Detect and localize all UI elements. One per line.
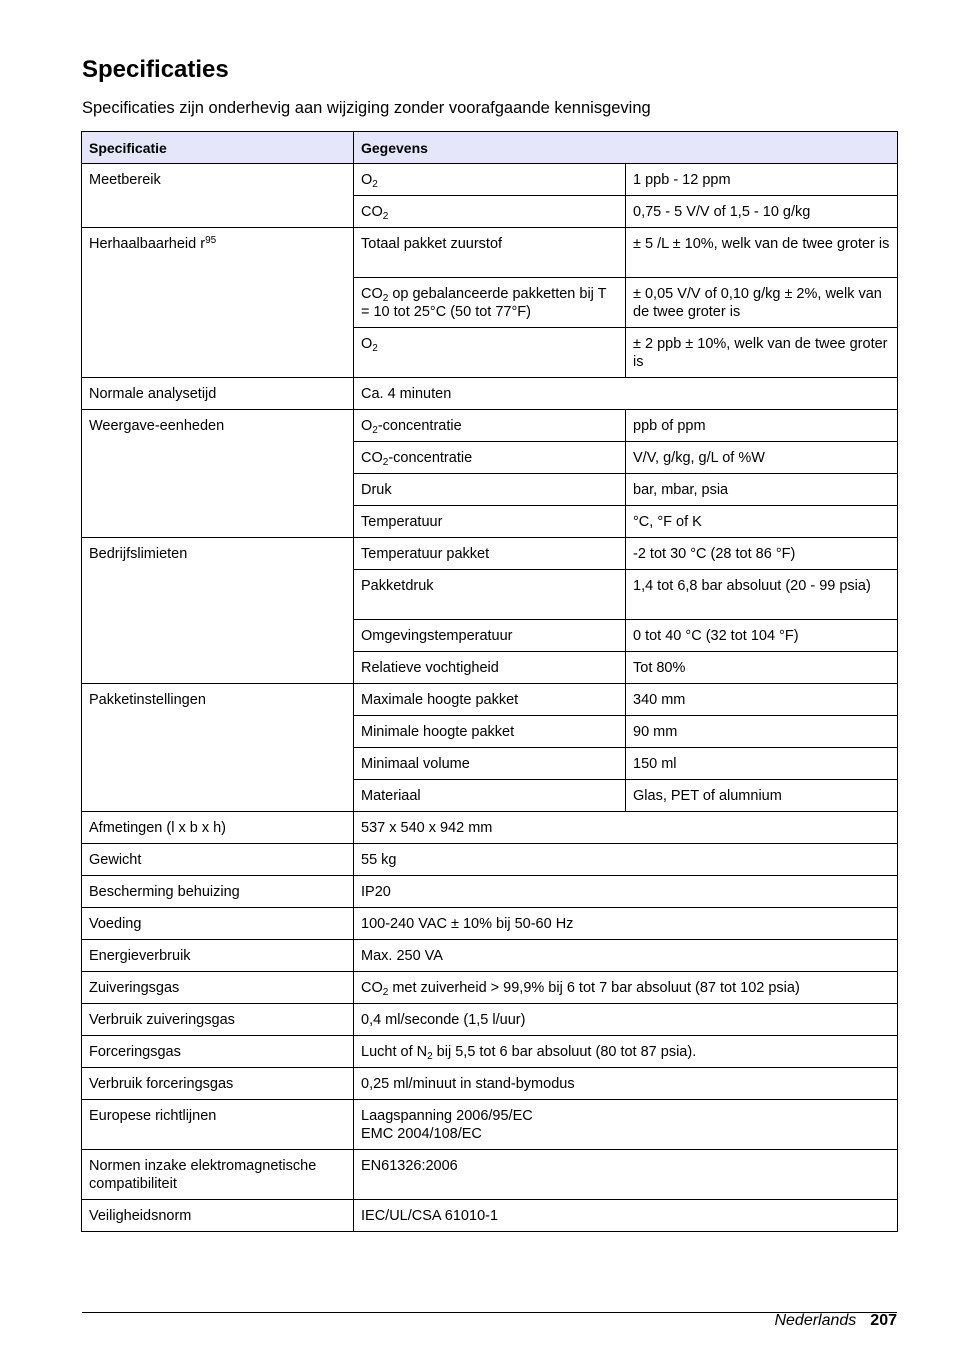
spec-label: Normale analysetijd bbox=[82, 378, 354, 410]
spec-subitem: Minimaal volume bbox=[354, 748, 626, 780]
table-row bbox=[82, 972, 898, 1004]
spec-value: 0 tot 40 °C (32 tot 104 °F) bbox=[626, 620, 898, 652]
table-row bbox=[82, 844, 898, 876]
spec-value: 537 x 540 x 942 mm bbox=[354, 812, 898, 844]
table-row bbox=[82, 164, 898, 196]
table-row bbox=[82, 812, 898, 844]
spec-value: 100-240 VAC ± 10% bij 50-60 Hz bbox=[354, 908, 898, 940]
spec-value: 1 ppb - 12 ppm bbox=[626, 164, 898, 196]
spec-value: 0,25 ml/minuut in stand-bymodus bbox=[354, 1068, 898, 1100]
spec-value: Lucht of $N_2$ bij 5,5 tot 6 bar absoluut (80 tot 87 psia). bbox=[354, 1036, 898, 1068]
spec-label: Europese richtlijnen bbox=[82, 1100, 354, 1150]
spec-value: 55 kg bbox=[354, 844, 898, 876]
spec-label: Bescherming behuizing bbox=[82, 876, 354, 908]
spec-value: 150 ml bbox=[626, 748, 898, 780]
spec-label: Pakketinstellingen bbox=[82, 684, 354, 812]
spec-subitem: Materiaal bbox=[354, 780, 626, 812]
table-row bbox=[82, 1150, 898, 1200]
table-row bbox=[82, 1068, 898, 1100]
spec-label: Veiligheidsnorm bbox=[82, 1200, 354, 1232]
spec-value: Max. 250 VA bbox=[354, 940, 898, 972]
spec-value: $CO_2$ met zuiverheid > 99,9% bij 6 tot 7 bar absoluut (87 tot 102 psia) bbox=[354, 972, 898, 1004]
table-row bbox=[82, 684, 898, 716]
spec-value: ± 0,05 V/V of 0,10 g/kg ± 2%, welk van de twee groter is bbox=[626, 278, 898, 328]
spec-value: EN61326:2006 bbox=[354, 1150, 898, 1200]
spec-label: Verbruik forceringsgas bbox=[82, 1068, 354, 1100]
spec-label: Normen inzake elektromagnetische compatibiliteit bbox=[82, 1150, 354, 1200]
spec-label: Verbruik zuiveringsgas bbox=[82, 1004, 354, 1036]
spec-label: Energieverbruik bbox=[82, 940, 354, 972]
footer-language: Nederlands bbox=[774, 1312, 857, 1329]
spec-value: IP20 bbox=[354, 876, 898, 908]
spec-subitem: $CO_2$ bbox=[354, 196, 626, 228]
spec-value: °C, °F of K bbox=[626, 506, 898, 538]
spec-value: 1,4 tot 6,8 bar absoluut (20 - 99 psia) bbox=[626, 570, 898, 620]
spec-label: Zuiveringsgas bbox=[82, 972, 354, 1004]
spec-subitem: Relatieve vochtigheid bbox=[354, 652, 626, 684]
spec-subitem: Totaal pakket zuurstof bbox=[354, 228, 626, 278]
spec-value: -2 tot 30 °C (28 tot 86 °F) bbox=[626, 538, 898, 570]
spec-value: Ca. 4 minuten bbox=[354, 378, 898, 410]
table-row bbox=[82, 940, 898, 972]
table-header-row bbox=[82, 132, 898, 164]
table-row bbox=[82, 876, 898, 908]
spec-subitem: Temperatuur pakket bbox=[354, 538, 626, 570]
spec-subitem: Temperatuur bbox=[354, 506, 626, 538]
table-row bbox=[82, 1200, 898, 1232]
spec-value: ppb of ppm bbox=[626, 410, 898, 442]
spec-label: Bedrijfslimieten bbox=[82, 538, 354, 684]
page-number: 207 bbox=[870, 1312, 897, 1329]
spec-value: IEC/UL/CSA 61010-1 bbox=[354, 1200, 898, 1232]
spec-label: Forceringsgas bbox=[82, 1036, 354, 1068]
table-row bbox=[82, 1036, 898, 1068]
intro-text: Specificaties zijn onderhevig aan wijziging zonder voorafgaande kennisgeving bbox=[82, 99, 651, 117]
spec-value: bar, mbar, psia bbox=[626, 474, 898, 506]
spec-label: Gewicht bbox=[82, 844, 354, 876]
spec-value: 90 mm bbox=[626, 716, 898, 748]
spec-value: ± 2 ppb ± 10%, welk van de twee groter is bbox=[626, 328, 898, 378]
spec-subitem: Pakketdruk bbox=[354, 570, 626, 620]
table-row bbox=[82, 538, 898, 570]
specifications-table bbox=[81, 131, 898, 1232]
spec-value: Laagspanning 2006/95/EC EMC 2004/108/EC bbox=[354, 1100, 898, 1150]
spec-value: ± 5 /L ± 10%, welk van de twee groter is bbox=[626, 228, 898, 278]
spec-value: Tot 80% bbox=[626, 652, 898, 684]
spec-value: V/V, g/kg, g/L of %W bbox=[626, 442, 898, 474]
spec-label: Herhaalbaarheid $r^{95}$ bbox=[82, 228, 354, 378]
spec-label: Afmetingen (l x b x h) bbox=[82, 812, 354, 844]
table-row bbox=[82, 410, 898, 442]
spec-label: Meetbereik bbox=[82, 164, 354, 228]
spec-subitem: Minimale hoogte pakket bbox=[354, 716, 626, 748]
table-row bbox=[82, 1004, 898, 1036]
table-row bbox=[82, 228, 898, 278]
spec-subitem: $O_2$-concentratie bbox=[354, 410, 626, 442]
table-row bbox=[82, 378, 898, 410]
spec-label: Weergave-eenheden bbox=[82, 410, 354, 538]
spec-value: 0,75 - 5 V/V of 1,5 - 10 g/kg bbox=[626, 196, 898, 228]
table-row bbox=[82, 908, 898, 940]
spec-subitem: Maximale hoogte pakket bbox=[354, 684, 626, 716]
spec-subitem: Druk bbox=[354, 474, 626, 506]
spec-subitem: $CO_2$-concentratie bbox=[354, 442, 626, 474]
spec-subitem: $O_2$ bbox=[354, 164, 626, 196]
spec-value: 0,4 ml/seconde (1,5 l/uur) bbox=[354, 1004, 898, 1036]
spec-subitem: Omgevingstemperatuur bbox=[354, 620, 626, 652]
header-gegevens: Gegevens bbox=[354, 132, 898, 164]
spec-label: Voeding bbox=[82, 908, 354, 940]
spec-value: 340 mm bbox=[626, 684, 898, 716]
spec-subitem: $CO_2$ op gebalanceerde pakketten bij T = 10 tot 25°C (50 tot 77°F) bbox=[354, 278, 626, 328]
spec-value: Glas, PET of alumnium bbox=[626, 780, 898, 812]
page-footer bbox=[774, 1312, 897, 1330]
table-row bbox=[82, 1100, 898, 1150]
spec-subitem: $O_2$ bbox=[354, 328, 626, 378]
header-specificatie: Specificatie bbox=[82, 132, 354, 164]
page-title: Specificaties bbox=[82, 56, 229, 83]
